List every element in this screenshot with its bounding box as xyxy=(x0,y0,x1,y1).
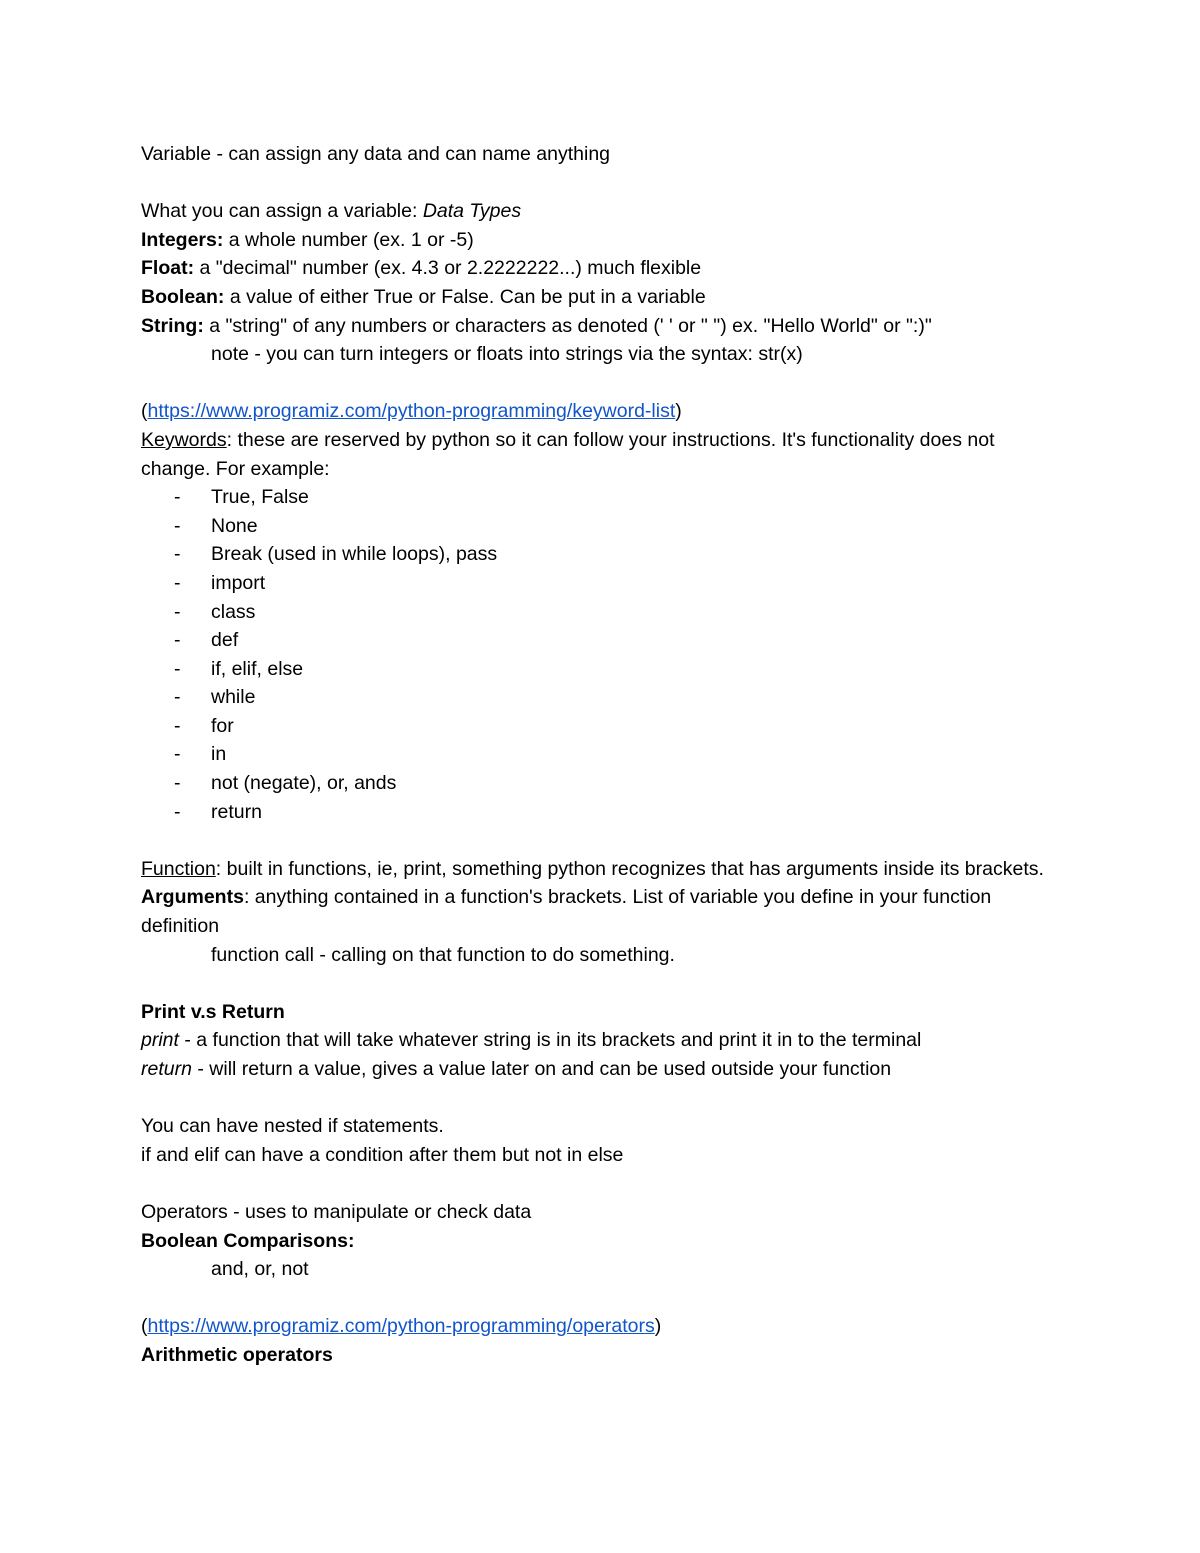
bullet-dash: - xyxy=(174,571,181,594)
elif-note: if and elif can have a condition after them but not in else xyxy=(141,1143,624,1166)
arguments-paragraph xyxy=(141,883,1061,940)
function-description: : built in functions, ie, print, something python recognizes that has arguments inside its brackets. xyxy=(215,857,1044,880)
keywords-list xyxy=(141,483,1061,826)
return-definition xyxy=(141,1055,1061,1084)
print-return-heading xyxy=(141,998,1061,1027)
arguments-term: Arguments xyxy=(141,886,244,909)
operators-definition: Operators - uses to manipulate or check data xyxy=(141,1200,532,1223)
type-description: a whole number (ex. 1 or -5) xyxy=(223,228,474,251)
paren-close: ) xyxy=(654,1315,662,1338)
list-item xyxy=(141,769,1061,798)
bullet-dash: - xyxy=(174,600,181,623)
list-item-text: while xyxy=(211,686,256,709)
list-item xyxy=(141,683,1061,712)
data-types-intro xyxy=(141,197,1061,226)
list-item-text: not (negate), or, ands xyxy=(211,772,397,795)
bullet-dash: - xyxy=(174,800,181,823)
arithmetic-operators-heading xyxy=(141,1341,1061,1370)
paren-open: ( xyxy=(141,1315,148,1338)
list-item xyxy=(141,540,1061,569)
bullet-dash: - xyxy=(174,543,181,566)
list-item-text: None xyxy=(211,514,258,537)
list-item-text: import xyxy=(211,571,266,594)
print-description: - a function that will take whatever string is in its brackets and print it in to the terminal xyxy=(178,1029,922,1052)
list-item-text: Break (used in while loops), pass xyxy=(211,543,498,566)
list-item xyxy=(141,483,1061,512)
type-description: a value of either True or False. Can be put in a variable xyxy=(224,285,706,308)
type-description: a "string" of any numbers or characters as denoted (' ' or " ") ex. "Hello World" or ":)" xyxy=(203,314,932,337)
list-item-text: return xyxy=(211,800,262,823)
bullet-dash: - xyxy=(174,772,181,795)
keywords-paragraph xyxy=(141,426,1061,483)
data-types-label: Data Types xyxy=(422,200,522,223)
bullet-dash: - xyxy=(174,514,181,537)
section-heading: Print v.s Return xyxy=(141,1000,285,1023)
list-item xyxy=(141,569,1061,598)
print-definition xyxy=(141,1026,1061,1055)
list-item xyxy=(141,798,1061,827)
keywords-link[interactable]: https://www.programiz.com/python-programming/keyword-list xyxy=(147,400,676,423)
bullet-dash: - xyxy=(174,714,181,737)
list-item-text: class xyxy=(211,600,256,623)
type-term: Integers: xyxy=(141,228,224,251)
list-item xyxy=(141,598,1061,627)
document-body xyxy=(141,140,1061,1370)
boolean-operators: and, or, not xyxy=(211,1258,309,1281)
list-item xyxy=(141,740,1061,769)
list-item-text: if, elif, else xyxy=(211,657,304,680)
variable-definition: Variable - can assign any data and can name anything xyxy=(141,143,611,165)
bullet-dash: - xyxy=(174,629,181,652)
list-item xyxy=(141,626,1061,655)
type-term: Boolean: xyxy=(141,285,225,308)
function-paragraph xyxy=(141,855,1061,884)
data-types-intro-text: What you can assign a variable: xyxy=(141,200,423,223)
string-note: note - you can turn integers or floats into strings via the syntax: str(x) xyxy=(211,343,803,366)
type-term: String: xyxy=(141,314,204,337)
keywords-term: Keywords xyxy=(141,428,227,451)
boolean-comparisons-heading xyxy=(141,1227,1061,1256)
type-float xyxy=(141,254,1061,283)
type-integers xyxy=(141,226,1061,255)
bullet-dash: - xyxy=(174,657,181,680)
list-item-text: in xyxy=(211,743,227,766)
section-heading: Boolean Comparisons: xyxy=(141,1229,355,1252)
list-item xyxy=(141,712,1061,741)
type-term: Float: xyxy=(141,257,195,280)
keywords-reference xyxy=(141,397,1061,426)
keywords-description: : these are reserved by python so it can follow your instructions. It's functionality does not change. For example: xyxy=(141,428,995,480)
type-description: a "decimal" number (ex. 4.3 or 2.2222222...) much flexible xyxy=(194,257,702,280)
bullet-dash: - xyxy=(174,686,181,709)
type-boolean xyxy=(141,283,1061,312)
bullet-dash: - xyxy=(174,743,181,766)
nested-if-note: You can have nested if statements. xyxy=(141,1115,444,1138)
list-item-text: True, False xyxy=(211,486,309,509)
list-item-text: for xyxy=(211,714,234,737)
return-term: return xyxy=(141,1058,192,1080)
section-heading: Arithmetic operators xyxy=(141,1343,333,1366)
paren-open: ( xyxy=(141,400,148,423)
arguments-description: : anything contained in a function's brackets. List of variable you define in your function definition xyxy=(141,886,992,938)
list-item xyxy=(141,655,1061,684)
list-item-text: def xyxy=(211,629,239,652)
operators-reference xyxy=(141,1312,1061,1341)
operators-link[interactable]: https://www.programiz.com/python-programming/operators xyxy=(147,1315,655,1338)
return-description: - will return a value, gives a value later on and can be used outside your function xyxy=(191,1058,892,1080)
function-call-note: function call - calling on that function to do something. xyxy=(211,943,675,966)
paren-close: ) xyxy=(675,400,682,423)
function-term: Function xyxy=(141,857,216,880)
list-item xyxy=(141,512,1061,541)
bullet-dash: - xyxy=(174,486,181,509)
type-string xyxy=(141,312,1061,341)
print-term: print xyxy=(141,1029,179,1052)
